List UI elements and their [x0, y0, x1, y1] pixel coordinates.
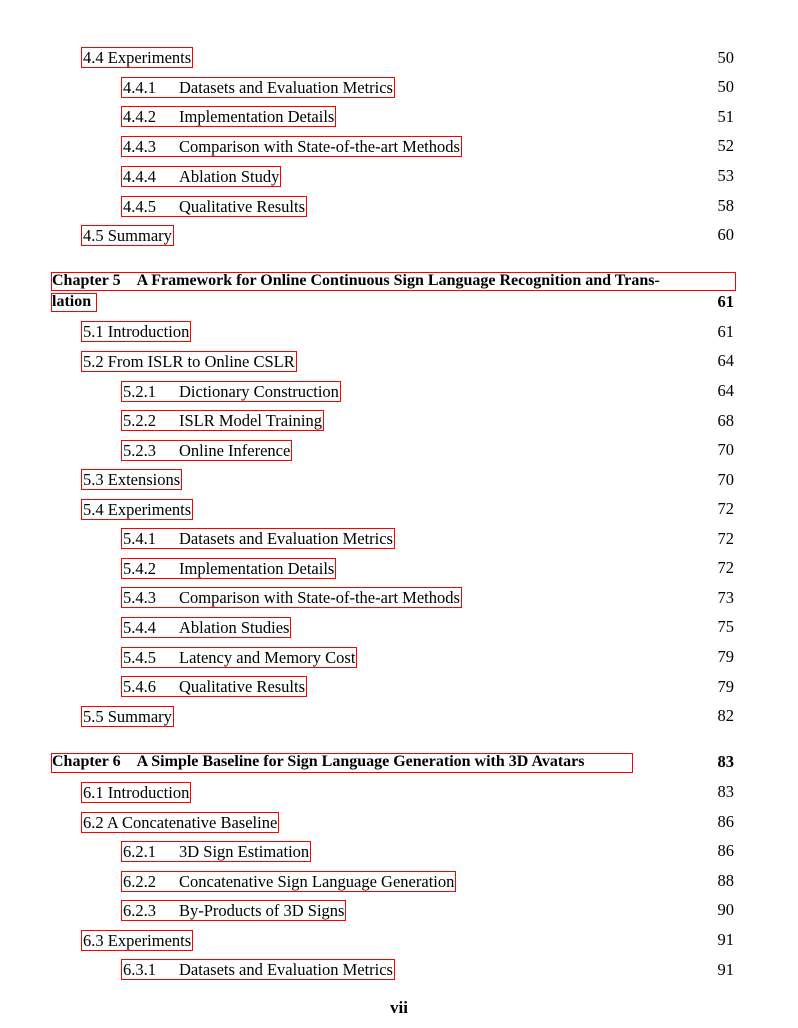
toc-page-5-4-2: 72 — [717, 558, 734, 577]
toc-page-6-2-1: 86 — [717, 841, 734, 860]
toc-section-4-4[interactable] — [81, 47, 193, 68]
toc-title: 3D Sign Estimation — [179, 842, 310, 861]
toc-subsection-4-4-2[interactable] — [121, 106, 336, 127]
toc-number: 5.2.3 — [123, 441, 156, 460]
toc-subsection-6-2-1[interactable] — [121, 841, 311, 862]
toc-section-6-3[interactable] — [81, 930, 193, 951]
toc-subsection-4-4-5[interactable] — [121, 196, 307, 217]
toc-number: 5.4.4 — [123, 618, 156, 637]
toc-page-chapter-5: 61 — [717, 292, 734, 311]
toc-page-5-2-1: 64 — [717, 381, 734, 400]
toc-title: Comparison with State-of-the-art Methods — [179, 588, 460, 607]
toc-subsection-5-4-3[interactable] — [121, 587, 462, 608]
toc-link[interactable]: 4.5 Summary — [83, 226, 172, 245]
toc-page-5-2-3: 70 — [717, 440, 734, 459]
toc-subsection-5-2-2[interactable] — [121, 410, 324, 431]
toc-number: 5.2.2 — [123, 411, 156, 430]
page-number: vii — [390, 998, 408, 1017]
toc-title: Datasets and Evaluation Metrics — [179, 78, 393, 97]
toc-title: Online Inference — [179, 441, 291, 460]
toc-link[interactable]: 5.1 Introduction — [83, 322, 190, 341]
toc-page-5-5: 82 — [717, 706, 734, 725]
toc-link[interactable]: 6.3 Experiments — [83, 931, 192, 950]
toc-page-5-3: 70 — [717, 470, 734, 489]
toc-page-chapter-6: 83 — [717, 752, 734, 771]
toc-title: Datasets and Evaluation Metrics — [179, 960, 393, 979]
toc-link[interactable]: 4.4 Experiments — [83, 48, 192, 67]
toc-page-4-4-5: 58 — [717, 196, 734, 215]
toc-number: 5.4.5 — [123, 648, 156, 667]
toc-number: 4.4.4 — [123, 167, 156, 186]
toc-section-5-2[interactable] — [81, 351, 297, 372]
toc-page-6-2: 86 — [717, 812, 734, 831]
toc-page-4-4-1: 50 — [717, 77, 734, 96]
toc-title: Latency and Memory Cost — [179, 648, 356, 667]
toc-number: 4.4.2 — [123, 107, 156, 126]
toc-number: 5.4.3 — [123, 588, 156, 607]
toc-page-4-4-3: 52 — [717, 136, 734, 155]
toc-page-5-4-1: 72 — [717, 529, 734, 548]
toc-page-4-4-4: 53 — [717, 166, 734, 185]
toc-link[interactable]: 5.3 Extensions — [83, 470, 181, 489]
toc-subsection-5-4-2[interactable] — [121, 558, 336, 579]
toc-page-5-4-4: 75 — [717, 617, 734, 636]
toc-page-6-2-2: 88 — [717, 871, 734, 890]
toc-title: Qualitative Results — [179, 197, 306, 216]
toc-link[interactable]: 5.4 Experiments — [83, 500, 192, 519]
toc-subsection-5-2-3[interactable] — [121, 440, 292, 461]
toc-page-6-3: 91 — [717, 930, 734, 949]
toc-number: 4.4.5 — [123, 197, 156, 216]
toc-section-5-5[interactable] — [81, 706, 174, 727]
toc-page-5-2-2: 68 — [717, 411, 734, 430]
toc-title: Ablation Studies — [179, 618, 290, 637]
toc-title: Implementation Details — [179, 559, 335, 578]
toc-link[interactable]: 5.2 From ISLR to Online CSLR — [83, 352, 295, 371]
toc-chapter-5-title-cont[interactable]: lation — [52, 293, 92, 310]
toc-title: Comparison with State-of-the-art Methods — [179, 137, 460, 156]
toc-title: Qualitative Results — [179, 677, 306, 696]
toc-page-5-4-3: 73 — [717, 588, 734, 607]
toc-subsection-6-2-2[interactable] — [121, 871, 456, 892]
toc-subsection-5-2-1[interactable] — [121, 381, 341, 402]
toc-chapter-5-title[interactable]: Chapter 5 A Framework for Online Continuous Sign Language Recognition and Trans- — [52, 272, 660, 289]
toc-number: 5.4.6 — [123, 677, 156, 696]
toc-page-6-3-1: 91 — [717, 960, 734, 979]
toc-subsection-5-4-4[interactable] — [121, 617, 291, 638]
toc-link[interactable]: 6.2 A Concatenative Baseline — [83, 813, 278, 832]
toc-link[interactable]: 5.5 Summary — [83, 707, 172, 726]
toc-page-5-1: 61 — [717, 322, 734, 341]
toc-subsection-4-4-4[interactable] — [121, 166, 281, 187]
toc-section-6-1[interactable] — [81, 782, 191, 803]
toc-number: 5.4.1 — [123, 529, 156, 548]
toc-section-5-4[interactable] — [81, 499, 193, 520]
toc-subsection-5-4-5[interactable] — [121, 647, 357, 668]
toc-title: Dictionary Construction — [179, 382, 339, 401]
toc-page-4-5: 60 — [717, 225, 734, 244]
toc-title: Concatenative Sign Language Generation — [179, 872, 455, 891]
toc-page-6-1: 83 — [717, 782, 734, 801]
toc-page-5-4-5: 79 — [717, 647, 734, 666]
toc-number: 5.2.1 — [123, 382, 156, 401]
toc-page-6-2-3: 90 — [717, 900, 734, 919]
toc-title: Implementation Details — [179, 107, 335, 126]
toc-page-4-4: 50 — [717, 48, 734, 67]
toc-number: 6.2.1 — [123, 842, 156, 861]
toc-number: 4.4.1 — [123, 78, 156, 97]
toc-page-5-2: 64 — [717, 351, 734, 370]
toc-title: ISLR Model Training — [179, 411, 323, 430]
toc-number: 5.4.2 — [123, 559, 156, 578]
toc-subsection-6-2-3[interactable] — [121, 900, 346, 921]
toc-subsection-4-4-1[interactable] — [121, 77, 395, 98]
toc-section-5-1[interactable] — [81, 321, 191, 342]
toc-section-6-2[interactable] — [81, 812, 279, 833]
toc-page-5-4: 72 — [717, 499, 734, 518]
toc-title: By-Products of 3D Signs — [179, 901, 345, 920]
toc-number: 4.4.3 — [123, 137, 156, 156]
toc-page-4-4-2: 51 — [717, 107, 734, 126]
toc-number: 6.3.1 — [123, 960, 156, 979]
toc-chapter-6-title[interactable]: Chapter 6 A Simple Baseline for Sign Language Generation with 3D Avatars — [52, 753, 585, 770]
toc-section-5-3[interactable] — [81, 469, 182, 490]
toc-section-4-5[interactable] — [81, 225, 174, 246]
toc-title: Ablation Study — [179, 167, 280, 186]
toc-number: 6.2.3 — [123, 901, 156, 920]
toc-link[interactable]: 6.1 Introduction — [83, 783, 190, 802]
toc-subsection-5-4-6[interactable] — [121, 676, 307, 697]
toc-title: Datasets and Evaluation Metrics — [179, 529, 393, 548]
toc-subsection-5-4-1[interactable] — [121, 528, 395, 549]
toc-subsection-6-3-1[interactable] — [121, 959, 395, 980]
toc-page-5-4-6: 79 — [717, 677, 734, 696]
toc-number: 6.2.2 — [123, 872, 156, 891]
toc-subsection-4-4-3[interactable] — [121, 136, 462, 157]
